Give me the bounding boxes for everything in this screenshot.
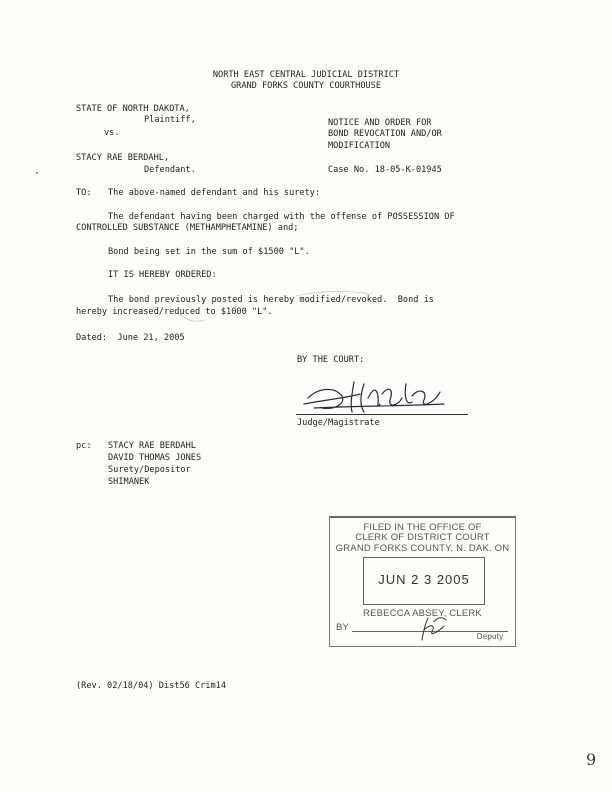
- versus-label: vs.: [104, 128, 120, 138]
- judge-title: Judge/Magistrate: [297, 418, 380, 428]
- stamp-clerk: REBECCA ABSEY, CLERK: [363, 608, 482, 619]
- stamp-deputy-label: Deputy: [476, 632, 504, 641]
- charge-paragraph-line2: CONTROLLED SUBSTANCE (METHAMPHETAMINE) and;: [76, 223, 299, 233]
- dated-line: Dated: June 21, 2005: [76, 333, 185, 343]
- form-revision: (Rev. 02/18/04) Dist56 Crim14: [76, 681, 227, 691]
- stamp-by-label: BY: [336, 622, 350, 633]
- pc-recipient: SHIMANEK: [108, 477, 150, 487]
- stamp-date-box: [363, 557, 485, 605]
- deputy-initials: [416, 614, 456, 646]
- document-title-line2: BOND REVOCATION AND/OR: [328, 129, 442, 139]
- pc-recipient: STACY RAE BERDAHL: [108, 441, 196, 451]
- defendant-name: STACY RAE BERDAHL,: [76, 153, 170, 163]
- judge-signature: [294, 376, 474, 418]
- courthouse-heading: GRAND FORKS COUNTY COURTHOUSE: [230, 81, 382, 91]
- pc-label: pc:: [76, 441, 92, 451]
- stamp-line3: GRAND FORKS COUNTY, N. DAK. ON: [335, 543, 510, 554]
- plaintiff-label: Plaintiff,: [144, 115, 196, 125]
- page-mark: 9: [586, 750, 597, 769]
- order-paragraph-line2: hereby increased/reduced to $1000 "L".: [76, 307, 273, 317]
- filing-stamp: [329, 516, 516, 647]
- stamp-filed-date: JUN 2 3 2005: [378, 572, 470, 587]
- order-heading: IT IS HEREBY ORDERED:: [108, 270, 217, 280]
- signature-line: [296, 414, 468, 415]
- document-title-line1: NOTICE AND ORDER FOR: [328, 118, 432, 128]
- defendant-label: Defendant.: [144, 165, 196, 175]
- to-label: TO:: [76, 188, 92, 198]
- stamp-line2: CLERK OF DISTRICT COURT: [355, 532, 490, 543]
- charge-paragraph-line1: The defendant having been charged with the offense of POSSESSION OF: [108, 212, 455, 222]
- by-the-court: BY THE COURT:: [297, 355, 365, 365]
- state-party: STATE OF NORTH DAKOTA,: [76, 104, 190, 114]
- order-paragraph-line1: The bond previously posted is hereby modified/revoked. Bond is: [108, 295, 434, 305]
- to-addressee: The above-named defendant and his surety:: [108, 188, 321, 198]
- court-district-heading: NORTH EAST CENTRAL JUDICIAL DISTRICT: [212, 70, 400, 80]
- document-title-line3: MODIFICATION: [328, 141, 391, 151]
- pc-recipient: DAVID THOMAS JONES: [108, 453, 202, 463]
- stamp-line1: FILED IN THE OFFICE OF: [363, 522, 482, 533]
- case-number: Case No. 18-05-K-01945: [328, 165, 442, 175]
- pc-recipient: Surety/Depositor: [108, 465, 191, 475]
- original-bond: Bond being set in the sum of $1500 "L".: [108, 247, 310, 257]
